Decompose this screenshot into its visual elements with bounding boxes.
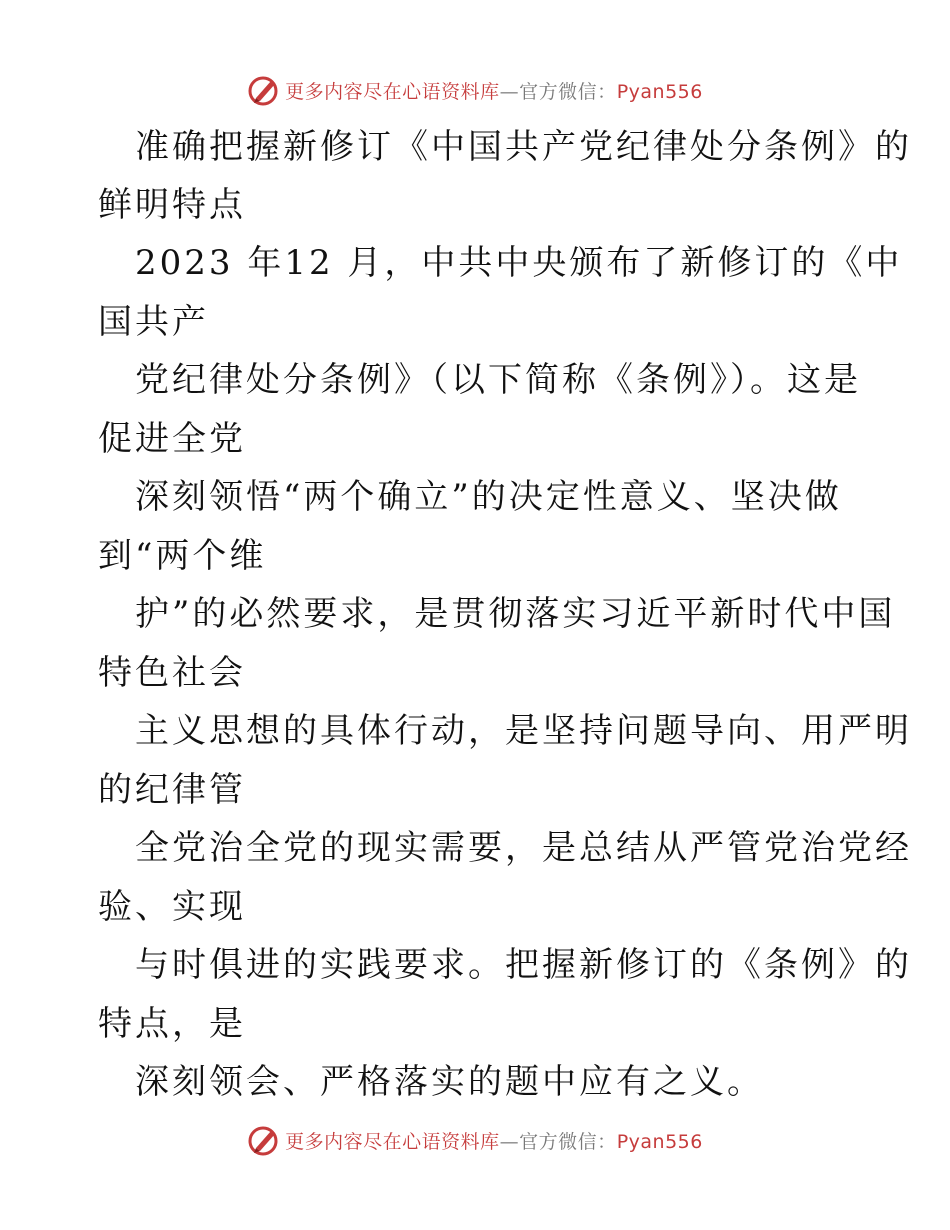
body-line-7: 深刻领悟“两个确立”的决定性意义、坚决做 (135, 477, 842, 517)
footer-banner (0, 1120, 950, 1160)
body-line-17: 深刻领会、严格落实的题中应有之义。 (135, 1062, 764, 1102)
body-line-2: 鲜明特点 (98, 185, 246, 225)
body-line-5: 党纪律处分条例》（以下简称《条例》）。这是 (135, 360, 861, 400)
header-text (285, 77, 703, 104)
body-line-14: 验、实现 (98, 887, 246, 927)
body-line-10: 特色社会 (98, 653, 246, 693)
body-line-1: 准确把握新修订《中国共产党纪律处分条例》的 (135, 127, 912, 167)
body-line-4: 国共产 (98, 302, 209, 342)
footer-main-text: 更多内容尽在心语资料库 (285, 1130, 500, 1153)
header-separator: — (499, 80, 520, 103)
pen-circle-logo-icon (247, 73, 281, 107)
header-banner (0, 70, 950, 110)
body-line-9: 护”的必然要求，是贯彻落实习近平新时代中国 (135, 594, 896, 634)
body-line-8: 到“两个维 (98, 536, 267, 576)
header-main-text: 更多内容尽在心语资料库 (285, 80, 500, 103)
body-line-12: 的纪律管 (98, 770, 246, 810)
footer-wechat-id: Pyan556 (616, 1130, 703, 1153)
footer-text (285, 1127, 703, 1154)
body-line-6: 促进全党 (98, 419, 246, 459)
body-line-13: 全党治全党的现实需要，是总结从严管党治党经 (135, 828, 912, 868)
footer-separator: — (499, 1130, 520, 1153)
body-line-11: 主义思想的具体行动，是坚持问题导向、用严明 (135, 711, 912, 751)
body-line-15: 与时俱进的实践要求。把握新修订的《条例》的 (135, 945, 912, 985)
body-line-16: 特点，是 (98, 1004, 246, 1044)
header-wechat-id: Pyan556 (616, 80, 703, 103)
body-line-3: 2023 年12 月，中共中央颁布了新修订的《中 (135, 243, 903, 283)
footer-official-label: 官方微信： (519, 1130, 617, 1153)
pen-circle-logo-icon (247, 1123, 281, 1157)
header-official-label: 官方微信： (519, 80, 617, 103)
